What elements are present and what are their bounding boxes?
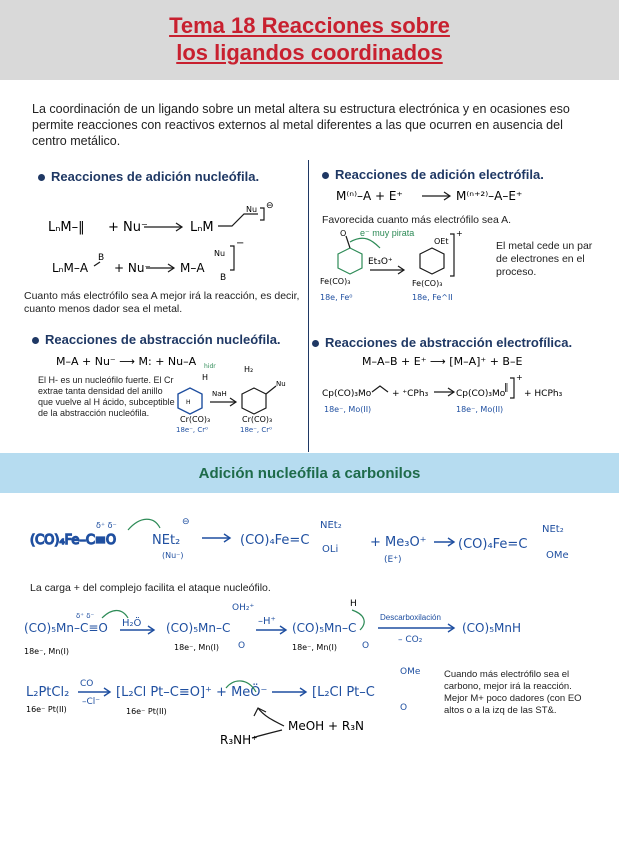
- elec-add-reagent: Et₃O⁺: [368, 257, 393, 267]
- r2-int1-count: 18e⁻, Mn(I): [174, 643, 219, 652]
- r3-mid: [L₂Cl Pt–C≡O]⁺ + MeÖ⁻: [116, 685, 268, 700]
- heading-nuc-add-text: Reacciones de adición nucleófila.: [51, 169, 260, 184]
- r3-mid-count: 16e⁻ Pt(II): [126, 707, 167, 716]
- r2-reagent: H₂Ö: [122, 618, 142, 629]
- ring-right: [420, 248, 444, 274]
- r3-left: L₂PtCl₂: [26, 685, 70, 700]
- r3-right: [L₂Cl Pt–C: [312, 685, 375, 700]
- nuc-abs-left-count: 18e⁻, Cr⁰: [176, 426, 208, 434]
- r2-int1: (CO)₅Mn–C: [166, 621, 231, 635]
- elec-add-left-fe: Fe(CO)₃: [320, 277, 351, 286]
- curved-arrow: [258, 708, 284, 726]
- intro-paragraph: La coordinación de un ligando sobre un metal altera su estructura electrónica y en ocasiones eso permite reacciones con reactivos externos al metal diferentes a las que ocurren en ausencia del centro metálico.: [32, 102, 570, 148]
- allyl-chain: [372, 386, 388, 392]
- r2-int2: (CO)₅Mn–C: [292, 621, 357, 635]
- nuc-add-eq2-right-b: B: [220, 273, 227, 283]
- nuc-abs-scheme: [176, 360, 306, 436]
- carbonyl-reaction-1: [30, 512, 610, 572]
- carbonyl-note-2: Cuando más electrófilo sea el carbono, mejor irá la reacción. Mejor M+ poco dadores (con EO altos o a la izq de las ST&.: [444, 669, 582, 716]
- elec-add-right-count: 18e, Fe^II: [412, 293, 453, 302]
- nuc-abs-nu: Nu: [276, 380, 286, 388]
- minus-sign: −: [236, 238, 245, 249]
- carbonyl-bond: [346, 236, 350, 248]
- r2-int2-top: H: [350, 599, 357, 609]
- elec-add-eq-right: M⁽ⁿ⁺²⁾–A–E⁺: [456, 189, 523, 203]
- ring-right: [242, 388, 266, 414]
- minus-sign: ⊖: [182, 517, 190, 527]
- elec-abs-equation: [362, 352, 562, 370]
- elec-add-scheme: [316, 228, 496, 306]
- bracket: [510, 378, 514, 398]
- carbonyl-reaction-3: [26, 664, 446, 750]
- plus-sign: +: [456, 229, 463, 238]
- minus-sign: ⊖: [266, 201, 274, 211]
- r2-left: (CO)₅Mn–C≡O: [24, 621, 108, 635]
- heading-elec-abs: [312, 335, 572, 350]
- carbonyl-note-1: La carga + del complejo facilita el ataque nucleófilo.: [30, 582, 271, 594]
- decarb-sub: – CO₂: [398, 635, 423, 645]
- r1-right: (CO)₄Fe=C: [458, 537, 528, 552]
- bullet-icon: [32, 337, 39, 344]
- nuc-abs-hydride-label: hidr: [204, 363, 216, 370]
- h-in-ring: H: [186, 399, 191, 406]
- nuc-add-eq2-right: M–A: [180, 261, 205, 275]
- r1-reagent: + Me₃O⁺: [370, 535, 427, 550]
- carbonyl-reaction-2: [24, 596, 614, 660]
- r2-int1-top: OH₂⁺: [232, 603, 255, 613]
- curved-arrow: [128, 519, 160, 530]
- nuc-abs-h2: H₂: [244, 365, 254, 374]
- bullet-icon: [38, 174, 45, 181]
- heading-elec-abs-text: Reacciones de abstracción electrofílica.: [325, 335, 573, 350]
- r2-int2-count: 18e⁻, Mn(I): [292, 643, 337, 652]
- nuc-add-eq1-left: LₙM–‖: [48, 220, 85, 235]
- elec-add-favored: Favorecida cuanto más electrófilo sea A.: [322, 214, 512, 226]
- elec-abs-right: Cp(CO)₃Mo: [456, 389, 506, 399]
- bullet-icon: [322, 172, 329, 179]
- heading-nuc-abs: [32, 332, 281, 347]
- nuc-abs-note: El H- es un nucleófilo fuerte. El Cr extrae tanta densidad del anillo que vuelve al H ácido, subceptible de la abstracción nucleófila.: [38, 375, 175, 418]
- elec-abs-eq: M–A–B + E⁺ ⟶ [M–A]⁺ + B–E: [362, 355, 523, 368]
- r2-int1-bot: O: [238, 641, 246, 651]
- nuc-add-eq2-b: B: [98, 253, 105, 263]
- r2-left-count: 18e⁻, Mn(I): [24, 647, 69, 656]
- heading-nuc-abs-text: Reacciones de abstracción nucleófila.: [45, 332, 281, 347]
- r1-mid-top: NEt₂: [320, 520, 342, 531]
- r2-int2-bot: O: [362, 641, 370, 651]
- elec-add-annotation: e⁻ muy pirata: [360, 228, 415, 238]
- r3-reagent-bot: –Cl⁻: [82, 697, 101, 707]
- r2-product: (CO)₅MnH: [462, 621, 521, 635]
- elec-add-oet: OEt: [434, 237, 449, 246]
- bracket: [450, 234, 454, 276]
- bracket: [260, 208, 264, 220]
- bond: [94, 262, 100, 266]
- oxygen-label: O: [340, 229, 347, 238]
- elec-abs-byproduct: + HCPh₃: [524, 389, 563, 399]
- r1-nu: NEt₂: [152, 533, 181, 548]
- column-divider: [308, 160, 309, 452]
- r3-source: MeOH + R₃N: [288, 719, 365, 733]
- decarb-label: Descarboxilación: [380, 613, 441, 622]
- r1-right-bot: OMe: [546, 550, 569, 561]
- elec-abs-left: Cp(CO)₃Mo: [322, 389, 372, 399]
- elec-add-equation: [336, 184, 586, 208]
- r1-mid-bot: OLi: [322, 544, 339, 555]
- r3-byproduct: R₃NH⁺: [220, 733, 258, 747]
- page-title-line2: los ligandos coordinados: [176, 40, 443, 65]
- plus-sign: +: [516, 373, 523, 382]
- nuc-add-eq1-nu: Nu: [246, 205, 258, 214]
- r2-charges: δ⁺ δ⁻: [76, 612, 95, 620]
- heading-nuc-add: [38, 169, 259, 184]
- r1-nu-label: (Nu⁻): [162, 551, 184, 560]
- bullet-icon: [312, 340, 319, 347]
- nuc-abs-reagent: NaH: [212, 390, 227, 398]
- nuc-add-eq2-reagent: + Nu⁻: [114, 261, 151, 275]
- elec-add-left-count: 18e, Fe⁰: [320, 293, 353, 302]
- elec-add-eq-left: M⁽ⁿ⁾–A + E⁺: [336, 189, 403, 203]
- r3-reagent-top: CO: [80, 679, 94, 689]
- carbonyl-heading: Adición nucleófila a carbonilos: [198, 465, 421, 482]
- r3-right-top: OMe: [400, 667, 421, 677]
- elec-abs-scheme: [322, 373, 592, 418]
- nuc-abs-eq: M–A + Nu⁻ ⟶ M: + Nu–A: [56, 355, 197, 368]
- r1-reagent-label: (E⁺): [384, 555, 402, 565]
- nuc-add-eq2-left: LₙM–A: [52, 261, 89, 275]
- elec-add-note: El metal cede un par de electrones en el proceso.: [496, 240, 593, 278]
- nuc-abs-right-count: 18e⁻, Cr⁰: [240, 426, 272, 434]
- elec-abs-left-count: 18e⁻, Mo(II): [324, 405, 372, 414]
- nuc-add-eq1-right: LₙM: [190, 220, 214, 235]
- r1-charges: δ⁺ δ⁻: [96, 521, 117, 530]
- curved-arrow: [102, 611, 128, 619]
- page-title-line1: Tema 18 Reacciones sobre: [169, 13, 450, 38]
- nuc-abs-h: H: [202, 373, 209, 382]
- r1-right-top: NEt₂: [542, 524, 564, 535]
- elec-abs-right-count: 18e⁻, Mo(II): [456, 405, 504, 414]
- elec-abs-reagent: + ⁺CPh₃: [392, 389, 429, 399]
- alkyl-chain: [218, 214, 258, 226]
- nuc-add-eq1-reagent: + Nu⁻: [108, 220, 148, 235]
- bracket: [230, 246, 234, 270]
- ring-left: [338, 248, 362, 274]
- nuc-abs-left-cr: Cr(CO)₃: [180, 415, 211, 424]
- curved-arrow: [350, 238, 380, 248]
- heading-elec-add: [322, 167, 544, 182]
- nuc-abs-right-cr: Cr(CO)₃: [242, 415, 273, 424]
- elec-add-right-fe: Fe(CO)₃: [412, 279, 443, 288]
- nuc-add-eq2-right-nu: Nu: [214, 249, 226, 258]
- r2-step: –H⁺: [258, 616, 276, 627]
- nuc-add-note: Cuanto más electrófilo sea A mejor irá la reacción, es decir, cuanto menos dador sea el metal.: [24, 290, 300, 315]
- r3-right-bot: O: [400, 703, 408, 713]
- r1-mid: (CO)₄Fe=C: [240, 533, 310, 548]
- nuc-add-scheme: [40, 200, 300, 290]
- heading-elec-add-text: Reacciones de adición electrófila.: [335, 167, 544, 182]
- r1-left: (CO)₄Fe–C≡O: [30, 533, 117, 548]
- alkene-symbol: ‖: [504, 383, 509, 393]
- bond: [266, 386, 276, 394]
- r3-left-count: 16e⁻ Pt(II): [26, 705, 67, 714]
